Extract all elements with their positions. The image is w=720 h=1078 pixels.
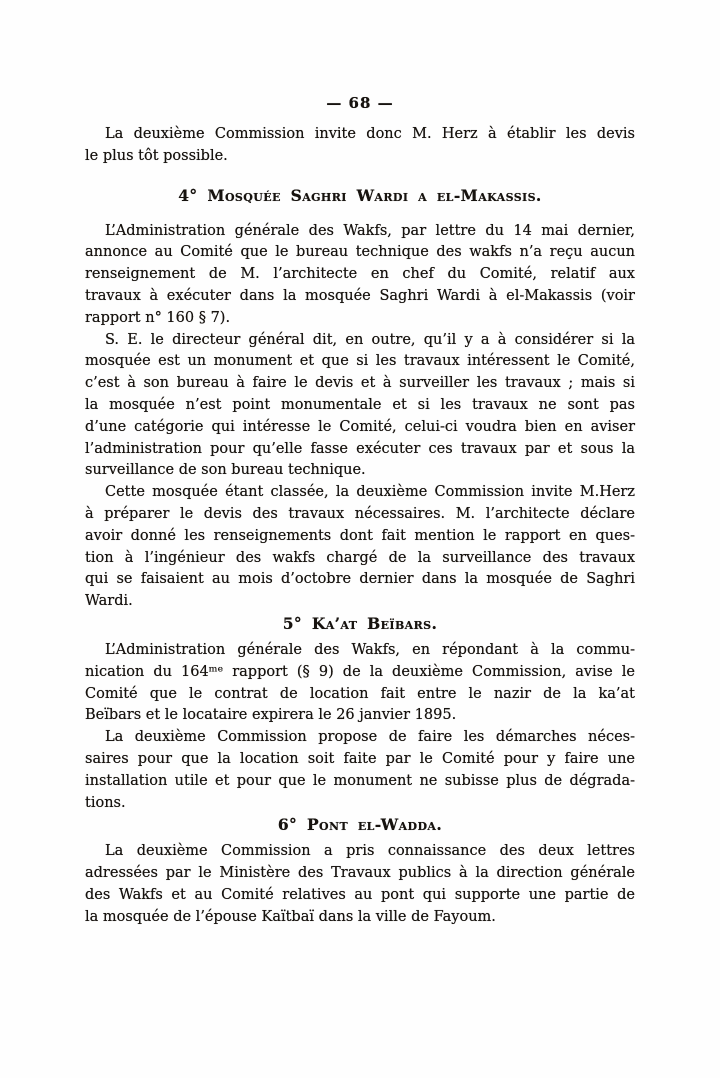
text-line: à préparer le devis des travaux nécessaires. M. l’architecte déclare — [85, 505, 635, 522]
text-line: avoir donné les renseignements dont fait mention le rapport en ques- — [85, 527, 635, 544]
text-line: l’administration pour qu’elle fasse exécuter ces travaux par et sous la — [85, 440, 635, 457]
text-line: L’Administration générale des Wakfs, par lettre du 14 mai dernier, — [105, 222, 635, 239]
text-line: adressées par le Ministère des Travaux publics à la direction générale — [85, 865, 635, 882]
paragraph — [85, 640, 635, 727]
text-line: c’est à son bureau à faire le devis et à surveiller les travaux ; mais si — [85, 375, 635, 392]
paragraph — [85, 482, 635, 613]
paragraph — [85, 841, 635, 928]
text-line: renseignement de M. l’architecte en chef du Comité, relatif aux — [85, 266, 635, 283]
text-line: la mosquée de l’épouse Kaïtbaï dans la ville de Fayoum. — [85, 908, 496, 925]
section-heading: 6° Pont el-Wadda. — [277, 815, 443, 835]
text-line: la mosquée n’est point monumentale et si les travaux ne sont pas — [85, 396, 635, 413]
text-line: tions. — [85, 794, 126, 811]
text-line: le plus tôt possible. — [85, 147, 228, 164]
text-line: travaux à exécuter dans la mosquée Saghri Wardi à el-Makassis (voir — [85, 287, 635, 304]
text-line: qui se faisaient au mois d’octobre dernier dans la mosquée de Saghri — [85, 571, 635, 588]
text-line: Beïbars et le locataire expirera le 26 janvier 1895. — [85, 707, 457, 724]
text-line: S. E. le directeur général dit, en outre, qu’il y a à considérer si la — [105, 331, 635, 348]
paragraph — [85, 124, 635, 168]
text-line: La deuxième Commission a pris connaissance des deux lettres — [105, 843, 635, 860]
text-line: installation utile et pour que le monument ne subisse plus de dégrada- — [85, 772, 635, 789]
text-line: mosquée est un monument et que si les travaux intéressent le Comité, — [85, 353, 635, 370]
text-line: La deuxième Commission propose de faire les démarches néces- — [105, 729, 635, 746]
section-heading: 4° Mosquée Saghri Wardi a el-Makassis. — [178, 185, 542, 205]
text-line: des Wakfs et au Comité relatives au pont qui supporte une partie de — [85, 886, 635, 903]
paragraph — [85, 727, 635, 814]
text-line: d’une catégorie qui intéresse le Comité, celui-ci voudra bien en aviser — [85, 418, 635, 435]
paragraph — [85, 330, 635, 483]
section-heading: 5° Ka’at Beïbars. — [282, 613, 438, 633]
text-line: nication du 164ᵐᵉ rapport (§ 9) de la deuxième Commission, avise le — [85, 663, 635, 680]
text-line: rapport n° 160 § 7). — [85, 309, 231, 326]
document-content — [85, 124, 635, 929]
text-line: La deuxième Commission invite donc M. Herz à établir les devis — [105, 126, 635, 142]
paragraph — [85, 221, 635, 330]
text-line: Comité que le contrat de location fait entre le nazir de la ka’at — [85, 685, 635, 702]
text-line: Cette mosquée étant classée, la deuxième Commission invite M.Herz — [105, 484, 635, 501]
text-line: L’Administration générale des Wakfs, en répondant à la commu- — [105, 641, 635, 658]
text-line: saires pour que la location soit faite par le Comité pour y faire une — [85, 750, 635, 767]
text-line: tion à l’ingénieur des wakfs chargé de la surveillance des travaux — [85, 549, 635, 566]
text-line: annonce au Comité que le bureau technique des wakfs n’a reçu aucun — [85, 244, 635, 261]
page-number: — 68 — — [326, 94, 394, 112]
text-line: surveillance de son bureau technique. — [85, 462, 366, 479]
text-line: Wardi. — [85, 593, 133, 610]
